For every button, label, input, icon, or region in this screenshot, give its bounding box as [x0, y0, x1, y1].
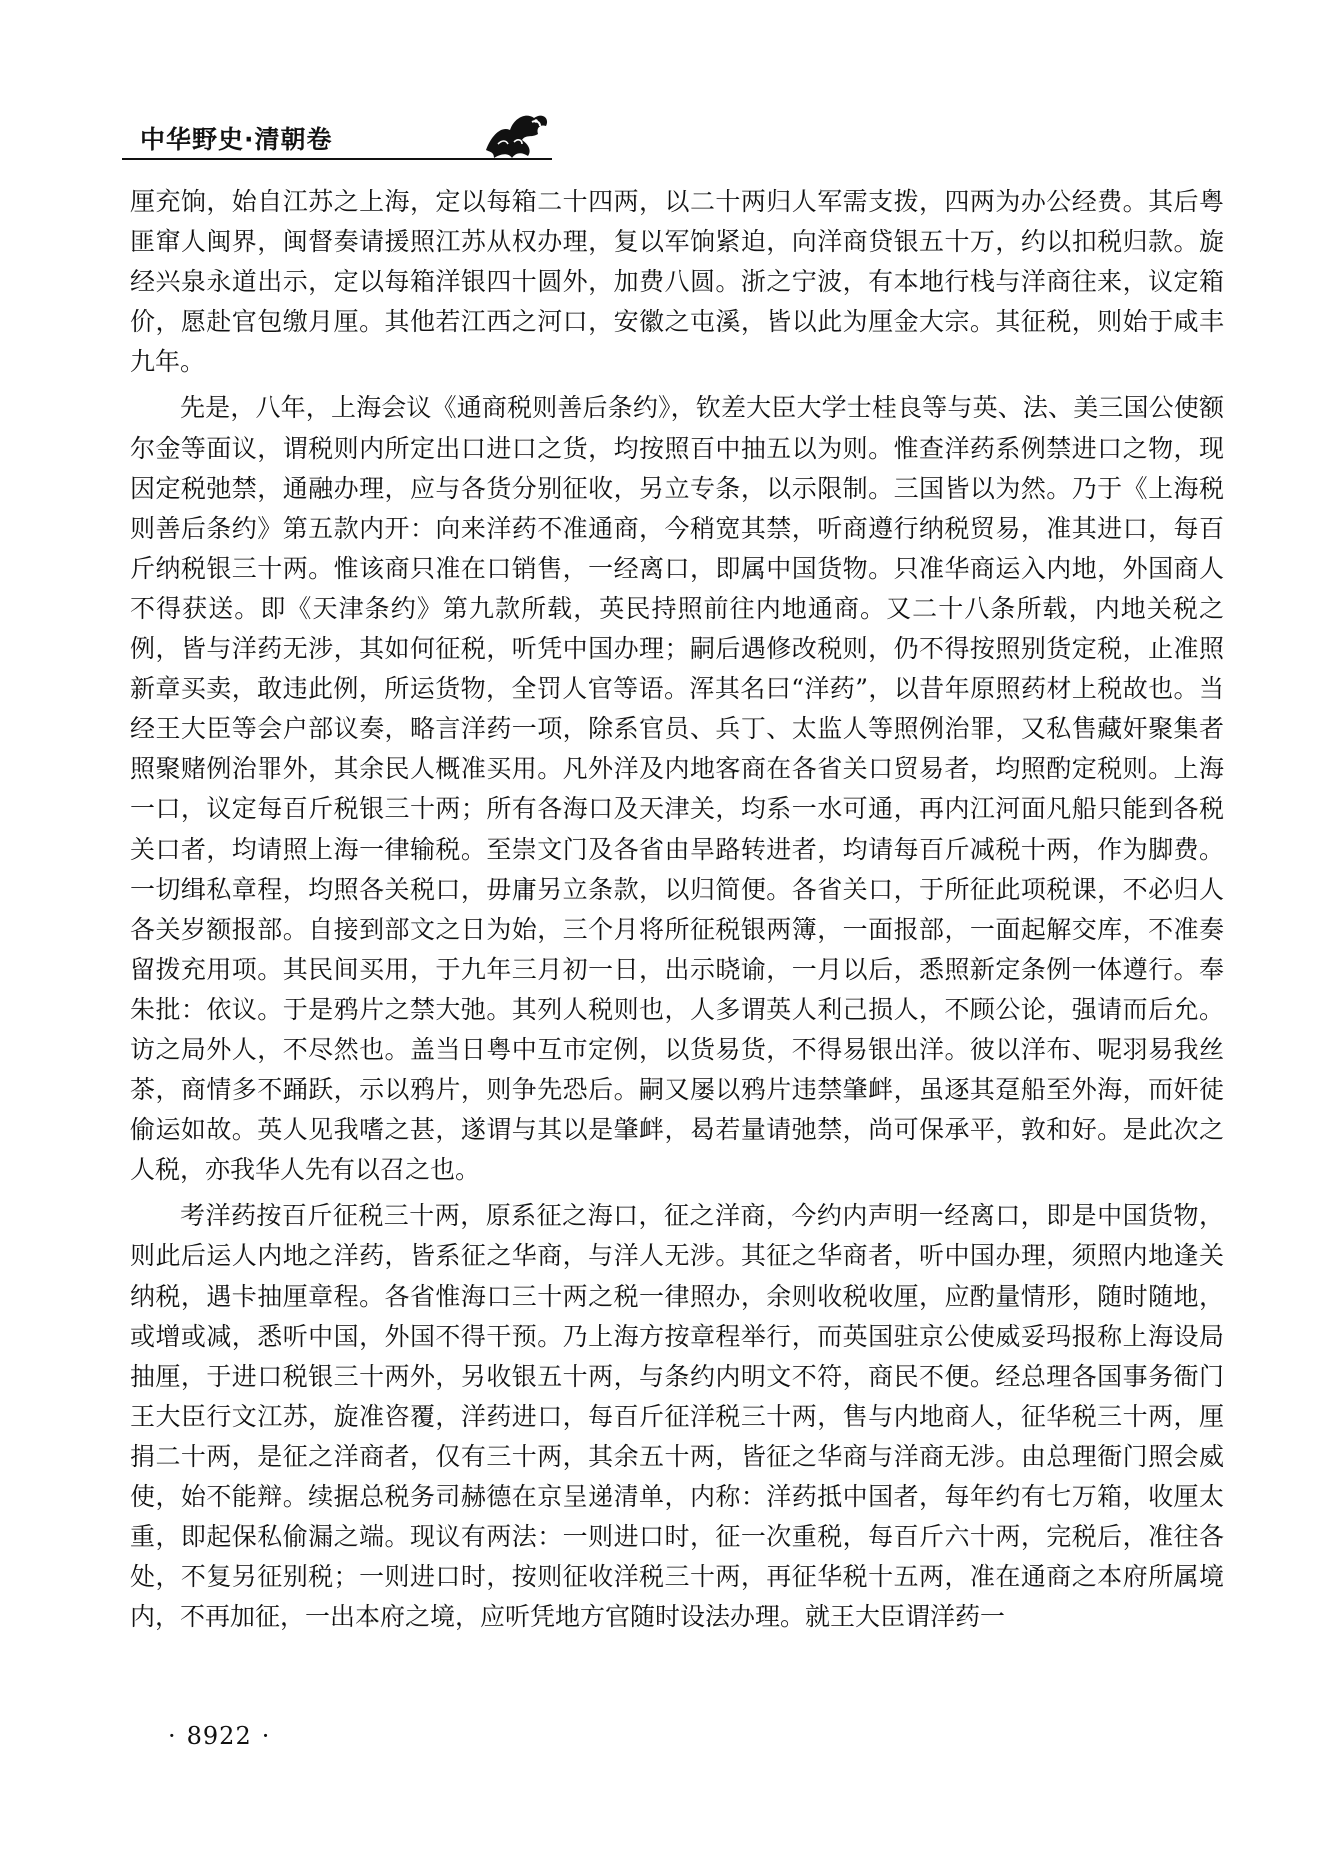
- bullet-icon: ·: [168, 1722, 177, 1750]
- paragraph: 厘充饷，始自江苏之上海，定以每箱二十四两，以二十两归人军需支拨，四两为办公经费。其后粤匪窜人闽界，闽督奏请援照江苏从权办理，复以军饷紧迫，向洋商贷银五十万，约以扣税归款。旋经兴泉永道出示，定以每箱洋银四十圆外，加费八圆。浙之宁波，有本地行栈与洋商往来，议定箱价，愿赴官包缴月厘。其他若江西之河口，安徽之屯溪，皆以此为厘金大宗。其征税，则始于咸丰九年。: [130, 187, 1224, 377]
- page-number: 8922: [186, 1722, 252, 1750]
- body-text: [130, 182, 1224, 1637]
- paragraph: 考洋药按百斤征税三十两，原系征之海口，征之洋商，今约内声明一经离口，即是中国货物，则此后运人内地之洋药，皆系征之华商，与洋人无涉。其征之华商者，听中国办理，须照内地逢关纳税，遇卡抽厘章程。各省惟海口三十两之税一律照办，余则收税收厘，应酌量情形，随时随地，或增或减，悉听中国，外国不得干预。乃上海方按章程举行，而英国驻京公使威妥玛报称上海设局抽厘，于进口税银三十两外，另收银五十两，与条约内明文不符，商民不便。经总理各国事务衙门王大臣行文江苏，旋准咨覆，洋药进口，每百斤征洋税三十两，售与内地商人，征华税三十两，厘捐二十两，是征之洋商者，仅有三十两，其余五十两，皆征之华商与洋商无涉。由总理衙门照会威使，始不能辩。续据总税务司赫德在京呈递清单，内称：洋药抵中国者，每年约有七万箱，收厘太重，即起保私偷漏之端。现议有两法：一则进口时，征一次重税，每百斤六十两，完税后，准往各处，不复另征别税；一则进口时，按则征收洋税三十两，再征华税十五两，准在通商之本府所属境内，不再加征，一出本府之境，应听凭地方官随时设法办理。就王大臣谓洋药一: [130, 1201, 1224, 1632]
- bullet-icon: ·: [261, 1722, 271, 1750]
- dragon-emblem-icon: [480, 104, 552, 166]
- running-header: [122, 110, 552, 170]
- paragraph: 先是，八年，上海会议《通商税则善后条约》，钦差大臣大学士桂良等与英、法、美三国公使额尔金等面议，谓税则内所定出口进口之货，均按照百中抽五以为则。惟查洋药系例禁进口之物，现因定税弛禁，通融办理，应与各货分别征收，另立专条，以示限制。三国皆以为然。乃于《上海税则善后条约》第五款内开：向来洋药不准通商，今稍宽其禁，听商遵行纳税贸易，准其进口，每百斤纳税银三十两。惟该商只准在口销售，一经离口，即属中国货物。只准华商运入内地，外国商人不得获送。即《天津条约》第九款所载，英民持照前往内地通商。又二十八条所载，内地关税之例，皆与洋药无涉，其如何征税，听凭中国办理；嗣后遇修改税则，仍不得按照别货定税，止准照新章买卖，敢违此例，所运货物，全罚人官等语。浑其名曰“洋药”，以昔年原照药材上税故也。当经王大臣等会户部议奏，略言洋药一项，除系官员、兵丁、太监人等照例治罪，又私售藏奸聚集者照聚赌例治罪外，其余民人概准买用。凡外洋及内地客商在各省关口贸易者，均照酌定税则。上海一口，议定每百斤税银三十两；所有各海口及天津关，均系一水可通，再内江河面凡船只能到各税关口者，均请照上海一律输税。至崇文门及各省由旱路转进者，均请每百斤减税十两，作为脚费。一切缉私章程，均照各关税口，毋庸另立条款，以归简便。各省关口，于所征此项税课，不必归人各关岁额报部。自接到部文之日为始，三个月将所征税银两簿，一面报部，一面起解交库，不准奏留拨充用项。其民间买用，于九年三月初一日，出示晓谕，一月以后，悉照新定条例一体遵行。奉朱批：依议。于是鸦片之禁大弛。其列人税则也，人多谓英人利己损人，不顾公论，强请而后允。访之局外人，不尽然也。盖当日粤中互市定例，以货易货，不得易银出洋。彼以洋布、呢羽易我丝茶，商情多不踊跃，示以鸦片，则争先恐后。嗣又屡以鸦片违禁肇衅，虽逐其趸船至外海，而奸徒偷运如故。英人见我嗜之甚，遂谓与其以是肇衅，曷若量请弛禁，尚可保承平，敦和好。是此次之人税，亦我华人先有以召之也。: [130, 393, 1224, 1185]
- book-title: 中华野史·清朝卷: [140, 125, 333, 154]
- page-footer: [158, 1722, 280, 1750]
- header-rule: [122, 158, 552, 160]
